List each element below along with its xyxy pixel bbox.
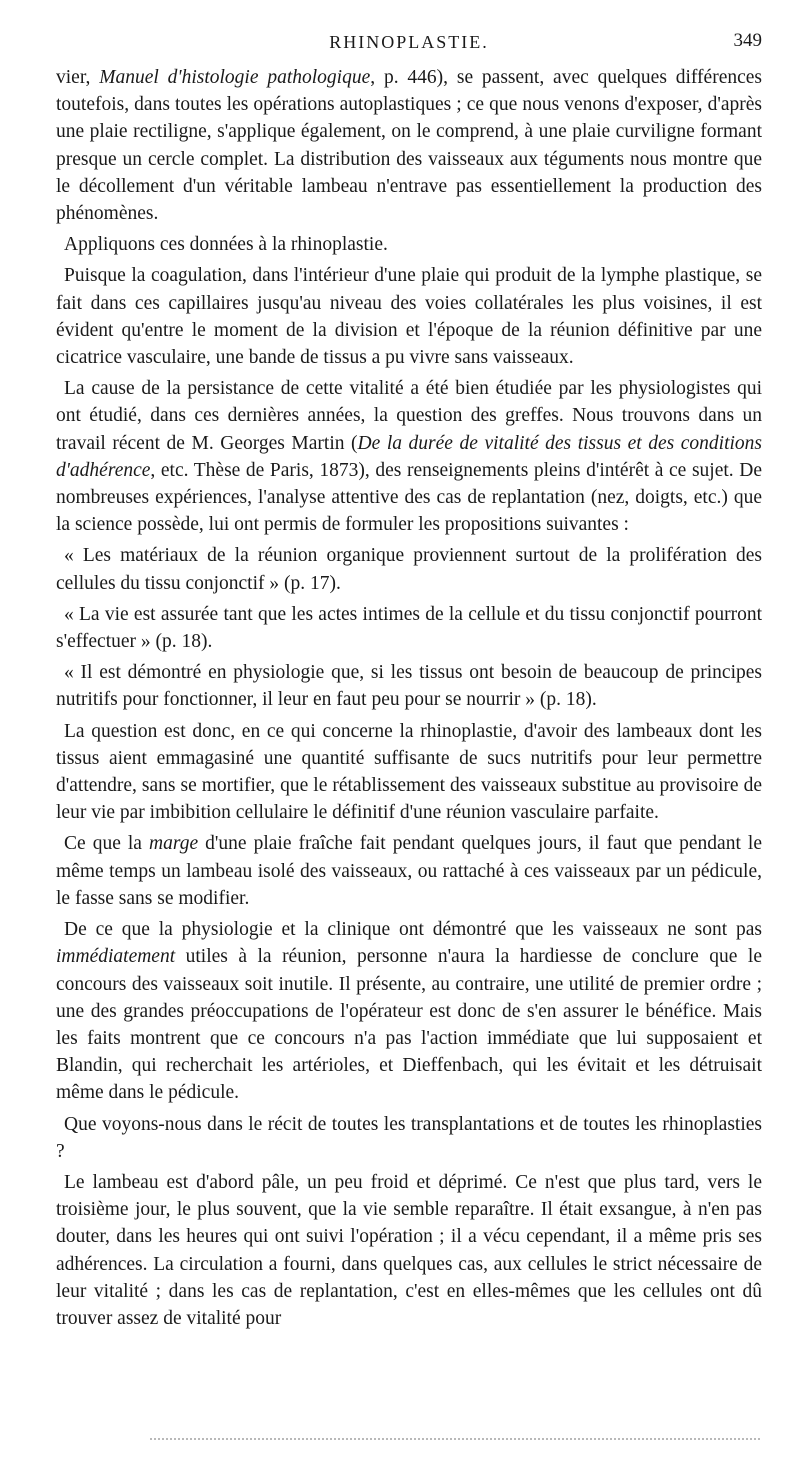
text-run: « La vie est assurée tant que les actes intimes de la cellule et du tissu conjonctif pourront s'effectuer » (p. 18). bbox=[56, 603, 762, 653]
body-text bbox=[56, 64, 762, 1332]
italic-text: immédiatement bbox=[56, 946, 176, 968]
text-run: De ce que la physiologie et la clinique ont démontré que les vaisseaux ne sont pas bbox=[64, 919, 762, 941]
text-run: , etc. Thèse de Paris, 1873), des renseignements pleins d'intérêt à ce sujet. De nombreuses expériences, l'analyse attentive des cas de replantation (nez, doigts, etc.) que la science possède, lui ont permis de formuler les propositions suivantes : bbox=[56, 459, 762, 536]
italic-text: marge bbox=[149, 833, 199, 855]
book-page bbox=[56, 30, 762, 1336]
text-run: Ce que la bbox=[64, 833, 149, 855]
italic-text: De la durée de vitalité des tissus et des conditions d'adhérence bbox=[56, 432, 763, 481]
text-run: , p. 446), se passent, avec quelques différences toutefois, dans toutes les opérations autoplastiques ; ce que nous venons d'exposer, d'après une plaie rectiligne, s'applique également, on le comprend, à une plaie curviligne formant presque un cercle complet. La distribution des vaisseaux aux téguments nous montre que le décollement d'un véritable lambeau n'entrave pas essentiellement la production des phénomènes. bbox=[56, 67, 762, 225]
text-run: La cause de la persistance de cette vitalité a été bien étudiée par les physiologistes qui ont étudié, dans ces dernières années, la question des greffes. Nous trouvons dans un travail récent de M. Georges Martin ( bbox=[56, 378, 762, 454]
text-run: d'une plaie fraîche fait pendant quelques jours, il faut que pendant le même temps un lambeau isolé des vaisseaux, ou rattaché à ces vaisseaux par un pédicule, le fasse sans se modifier. bbox=[56, 833, 762, 909]
italic-text: Manuel d'histologie pathologique bbox=[99, 67, 371, 88]
text-run: « Les matériaux de la réunion organique proviennent surtout de la prolifération des cellules du tissu conjonctif » (p. 17). bbox=[56, 545, 762, 594]
quotation-paragraph bbox=[56, 659, 762, 713]
running-head bbox=[56, 30, 762, 58]
quotation-paragraph bbox=[56, 601, 762, 655]
footer-rule bbox=[150, 1438, 760, 1440]
text-run: Appliquons ces données à la rhinoplastie. bbox=[64, 234, 388, 256]
text-run: utiles à la réunion, personne n'aura la hardiesse de conclure que le concours des vaisseaux soit inutile. Il présente, au contraire, une utilité de premier ordre ; une des grandes préoccupations de l'opérateur est donc de s'en assurer le bénéfice. Mais les faits montrent que ce concours n'a pas l'action immédiate que lui supposaient et Blandin, qui recherchait les artérioles, et Dieffenbach, qui les évitait et les détruisait même dans le pédicule. bbox=[56, 946, 762, 1104]
text-run: Que voyons-nous dans le récit de toutes les transplantations et de toutes les rhinoplasties ? bbox=[56, 1113, 762, 1162]
paragraph bbox=[56, 830, 762, 912]
text-run: Puisque la coagulation, dans l'intérieur d'une plaie qui produit de la lymphe plastique, se fait dans ces capillaires jusqu'au niveau des voies collatérales les plus voisines, il est évident qu'entre le moment de la division et l'époque de la réunion définitive par une cicatrice vasculaire, une bande de tissus a pu vivre sans vaisseaux. bbox=[56, 265, 762, 369]
text-run: La question est donc, en ce qui concerne la rhinoplastie, d'avoir des lambeaux dont les tissus aient emmagasiné une quantité suffisante de sucs nutritifs pour leur permettre d'attendre, sans se mortifier, que le rétablissement des vaisseaux substitue au provisoire de leur vie par imbibition cellulaire le définitif d'une réunion vasculaire parfaite. bbox=[56, 720, 762, 824]
paragraph bbox=[56, 1111, 762, 1165]
paragraph bbox=[56, 64, 762, 227]
paragraph bbox=[56, 718, 762, 827]
paragraph bbox=[56, 1169, 762, 1332]
paragraph bbox=[56, 231, 762, 258]
paragraph bbox=[56, 916, 762, 1106]
paragraph bbox=[56, 262, 762, 371]
running-title: RHINOPLASTIE. bbox=[329, 32, 489, 52]
text-run: Le lambeau est d'abord pâle, un peu froid et déprimé. Ce n'est que plus tard, vers le troisième jour, le plus souvent, que la vie semble reparaître. Il était exsangue, à n'en pas douter, dans les heures qui ont suivi l'opération ; il a vécu cependant, il a même pris ses adhérences. La circulation a fourni, dans quelques cas, aux cellules le strict nécessaire de leur vitalité ; dans les cas de replantation, c'est en elles-mêmes que les cellules ont dû trouver assez de vitalité pour bbox=[56, 1171, 762, 1329]
text-run: « Il est démontré en physiologie que, si les tissus ont besoin de beaucoup de principes nutritifs pour fonctionner, il leur en faut peu pour se nourrir » (p. 18). bbox=[56, 662, 762, 711]
text-run: vier, bbox=[56, 67, 100, 88]
quotation-paragraph bbox=[56, 542, 762, 596]
page-number: 349 bbox=[733, 30, 762, 51]
paragraph bbox=[56, 375, 762, 538]
